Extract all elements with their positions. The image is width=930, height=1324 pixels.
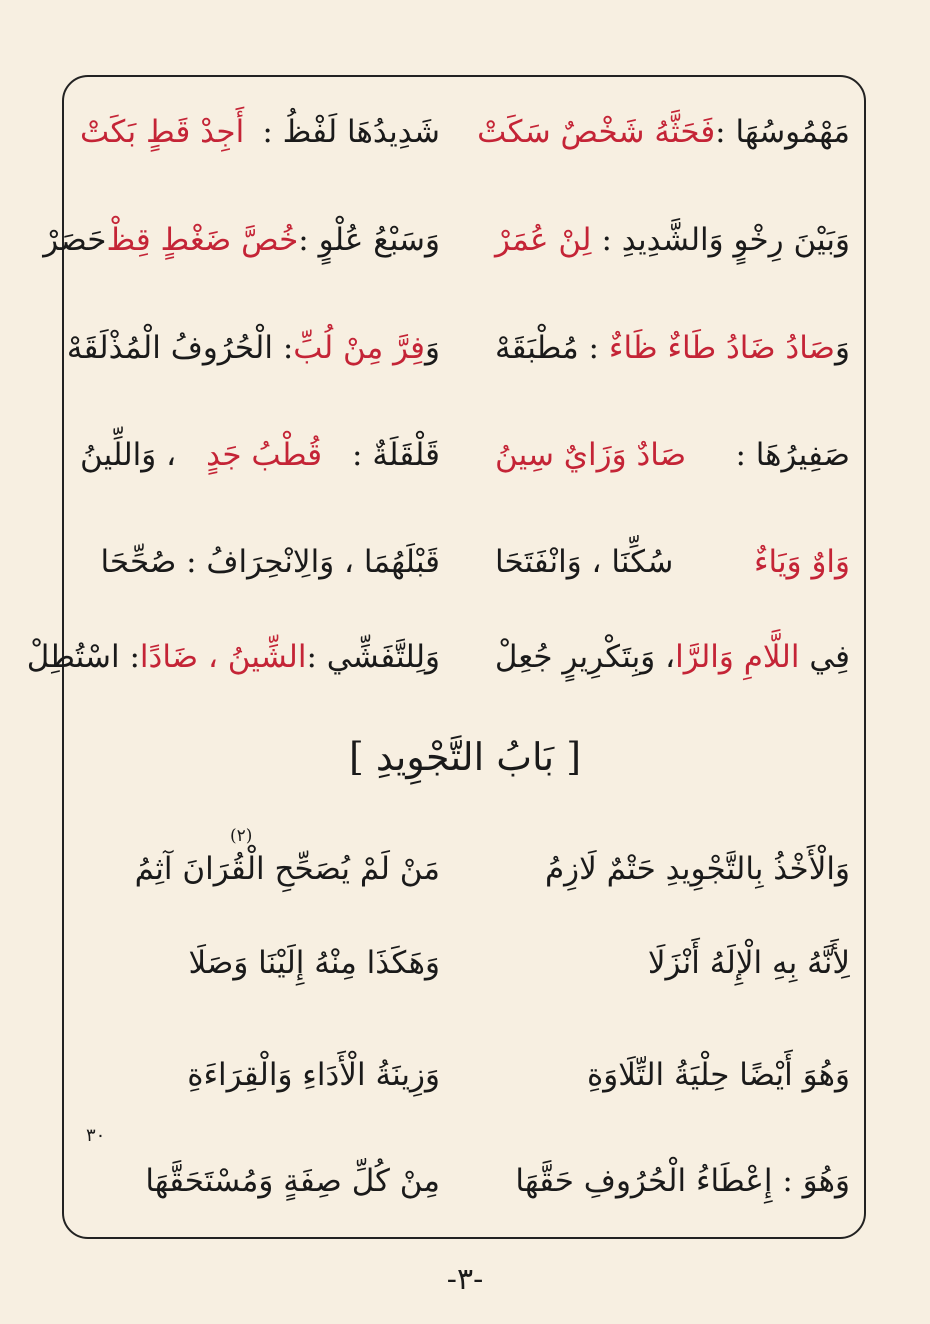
highlighted-letters: وَاوٌ وَيَاءٌ: [753, 543, 850, 580]
left-hemistich: [26, 638, 440, 675]
right-hemistich: [495, 545, 850, 579]
left-hemistich: [80, 852, 440, 886]
left-hemistich: [80, 946, 440, 980]
verse-line: [66, 313, 850, 383]
verse-line: [80, 97, 850, 167]
verse-line: [80, 834, 850, 904]
text-segment: وَسَبْعُ عُلْوٍ :: [298, 221, 440, 258]
text-segment: [609, 331, 850, 365]
verse-line: [26, 622, 850, 692]
text-segment: وَهَكَذَا مِنْهُ إِلَيْنَا وَصَلَا: [188, 944, 440, 981]
highlighted-letters: صَادٌ وَزَايٌ سِينُ: [495, 436, 687, 473]
left-hemistich: [80, 1164, 440, 1198]
text-segment: صَفِيرُهَا :: [735, 436, 850, 473]
text-segment: ، وَاللِّينُ: [80, 436, 177, 473]
right-hemistich: [495, 1058, 850, 1092]
left-hemistich: [43, 221, 440, 258]
verse-number: ٣٠: [86, 1125, 106, 1146]
left-hemistich: [80, 545, 440, 579]
text-segment: وَالْأَخْذُ بِالتَّجْوِيدِ حَتْمٌ لَازِمُ: [544, 850, 850, 887]
verse-line: [43, 205, 850, 275]
verse-line: [80, 527, 850, 597]
verse-line: [80, 420, 850, 490]
highlighted-letters: لِنْ عُمَرْ: [495, 221, 592, 258]
text-segment: وَبَيْنَ رِخْوٍ وَالشَّدِيدِ :: [601, 221, 850, 258]
footnote-marker: (٢): [230, 826, 253, 846]
section-title: [ بَابُ التَّجْوِيدِ ]: [348, 735, 582, 779]
text-segment: [675, 640, 850, 674]
left-hemistich: [80, 1058, 440, 1092]
text-segment: مِنْ كُلِّ صِفَةٍ وَمُسْتَحَقَّهَا: [145, 1162, 440, 1199]
text-segment: لِأَنَّهُ بِهِ الْإِلَهُ أَنْزَلَا: [647, 944, 850, 981]
right-hemistich: [495, 223, 850, 257]
text-segment: فِي: [799, 638, 850, 675]
highlighted-letters: الشِّينُ ، ضَادًا: [139, 638, 307, 675]
highlighted-letters: اللَّامِ وَالرَّا: [675, 638, 800, 675]
text-segment: قَلْقَلَةٌ :: [352, 436, 440, 473]
text-segment: : اسْتُطِلْ: [26, 638, 140, 675]
text-segment: وَزِينَةُ الْأَدَاءِ وَالْقِرَاءَةِ: [187, 1056, 440, 1093]
right-hemistich: [495, 438, 850, 472]
right-hemistich: [495, 852, 850, 886]
highlighted-letters: صَادُ ضَادُ طَاءٌ ظَاءٌ: [608, 329, 836, 366]
left-hemistich: [80, 115, 440, 149]
right-hemistich: [495, 640, 850, 674]
highlighted-letters: أَجِدْ قَطٍ بَكَتْ: [80, 113, 245, 150]
text-segment: وَ: [425, 329, 440, 366]
left-hemistich: [80, 438, 440, 472]
right-hemistich: [495, 1164, 850, 1198]
highlighted-letters: فَحَثَّهُ شَخْصٌ سَكَتْ: [477, 113, 716, 150]
text-segment: : مُطْبَقَهْ: [495, 329, 599, 366]
right-hemistich: [495, 946, 850, 980]
text-segment: مَنْ لَمْ يُصَحِّحِ الْقُرَانَ آثِمُ: [134, 850, 440, 887]
text-segment: : الْحُرُوفُ الْمُذْلَقَهْ: [66, 329, 294, 366]
text-segment: [293, 331, 440, 365]
highlighted-letters: قُطْبُ جَدٍ: [206, 436, 323, 473]
text-segment: شَدِيدُهَا لَفْظُ :: [262, 113, 440, 150]
text-segment: حَصَرْ: [43, 221, 107, 258]
text-segment: سُكِّنَا ، وَانْفَتَحَا: [495, 543, 674, 580]
verse-line: [80, 1040, 850, 1110]
page-number: -٣-: [446, 1262, 484, 1297]
left-hemistich: [66, 329, 440, 366]
text-segment: وَهُوَ أَيْضًا حِلْيَةُ التِّلَاوَةِ: [587, 1056, 850, 1093]
verse-line: [80, 1146, 850, 1216]
text-segment: مَهْمُوسُهَا :: [715, 113, 850, 150]
right-hemistich: [495, 331, 850, 365]
verse-line: [80, 928, 850, 998]
text-segment: وَ: [835, 329, 850, 366]
text-segment: وَلِلتَّفَشِّي :: [306, 638, 440, 675]
highlighted-letters: فِرَّ مِنْ لُبِّ: [293, 329, 426, 366]
right-hemistich: [477, 113, 850, 150]
highlighted-letters: خُصَّ ضَغْطٍ قِظْ: [106, 221, 299, 258]
text-segment: وَهُوَ : إِعْطَاءُ الْحُرُوفِ حَقَّهَا: [515, 1162, 850, 1199]
text-segment: ، وَبِتَكْرِيرٍ جُعِلْ: [494, 638, 676, 675]
text-segment: قَبْلَهُمَا ، وَالِانْحِرَافُ : صُحِّحَا: [100, 543, 440, 580]
